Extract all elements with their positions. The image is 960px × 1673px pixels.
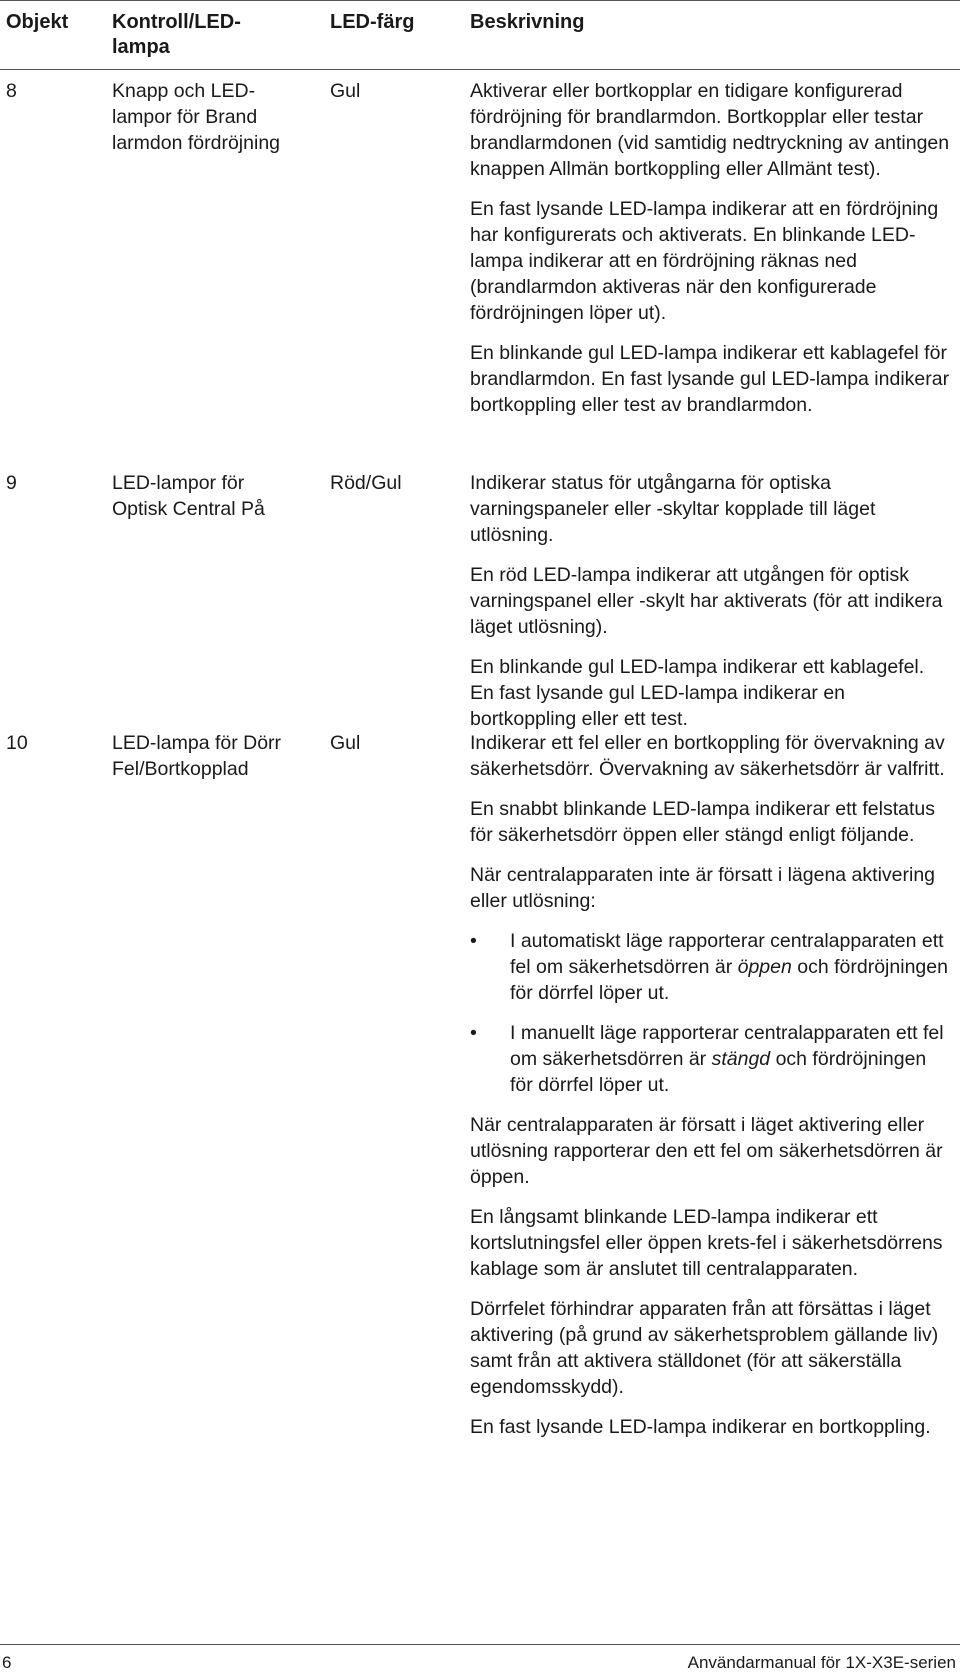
- table-row: [0, 462, 960, 730]
- bullet-text: och fördröjningen för dörrfel löper ut.: [510, 1048, 927, 1096]
- table-row: [0, 70, 960, 462]
- row-led-farg: Gul: [330, 80, 361, 102]
- row-beskrivning: [470, 470, 950, 746]
- description-paragraph: Indikerar ett fel eller en bortkoppling för övervakning av säkerhetsdörr. Övervakning av säkerhetsdörr är valfritt.: [470, 732, 945, 780]
- row-objekt: 9: [6, 472, 17, 494]
- description-paragraph: En fast lysande LED-lampa indikerar att en fördröjning har konfigurerats och aktiverats. En blinkande LED-lampa indikerar att en fördröjning räknas ned (brandlarmdon aktiveras när den konfigurerade fördröjningen löper ut).: [470, 198, 939, 324]
- description-paragraph: Dörrfelet förhindrar apparaten från att försättas i läget aktivering (på grund av säkerhetsproblem gällande liv) samt från att aktivera ställdonet (för att säkerställa egendomsskydd).: [470, 1298, 939, 1398]
- header-kontroll: Kontroll/LED- lampa: [112, 11, 241, 58]
- row-kontroll: LED-lampor för Optisk Central På: [112, 472, 265, 520]
- bullet-text: och fördröjningen för dörrfel löper ut.: [510, 956, 948, 1004]
- description-paragraph: Aktiverar eller bortkopplar en tidigare konfigurerad fördröjning för brandlarmdon. Bortkopplar eller testar brandlarmdonen (vid samtidig nedtryckning av antingen knappen Allmän bortkoppling eller Allmänt test).: [470, 80, 950, 180]
- row-beskrivning: [470, 78, 950, 432]
- bullet-icon: •: [470, 930, 477, 952]
- description-paragraph: När centralapparaten inte är försatt i lägena aktivering eller utlösning:: [470, 864, 936, 912]
- header-led-farg: LED-färg: [330, 11, 415, 33]
- bullet-item: [470, 1020, 950, 1098]
- bullet-item: [470, 928, 950, 1006]
- description-paragraph: När centralapparaten är försatt i läget aktivering eller utlösning rapporterar den ett fel om säkerhetsdörren är öppen.: [470, 1114, 943, 1188]
- bullet-icon: •: [470, 1022, 477, 1044]
- bullet-text: I automatiskt läge rapporterar centralapparaten ett fel om säkerhetsdörren är: [510, 930, 944, 978]
- bullet-emphasis: stängd: [711, 1048, 771, 1070]
- description-paragraph: En långsamt blinkande LED-lampa indikerar ett kortslutningsfel eller öppen krets-fel i säkerhetsdörrens kablage som är anslutet till centralapparaten.: [470, 1206, 943, 1280]
- manual-title: Användarmanual för 1X-X3E-serien: [687, 1653, 956, 1672]
- row-led-farg: Gul: [330, 732, 361, 754]
- description-paragraph: En snabbt blinkande LED-lampa indikerar ett felstatus för säkerhetsdörr öppen eller stängd enligt följande.: [470, 798, 936, 846]
- row-beskrivning: [470, 730, 950, 1454]
- bullet-emphasis: öppen: [737, 956, 792, 978]
- table-row: [0, 722, 960, 1602]
- description-paragraph: En blinkande gul LED-lampa indikerar ett kablagefel. En fast lysande gul LED-lampa indikerar en bortkoppling eller ett test.: [470, 656, 925, 730]
- row-objekt: 10: [6, 732, 28, 754]
- description-paragraph: Indikerar status för utgångarna för optiska varningspaneler eller -skyltar kopplade till läget utlösning.: [470, 472, 876, 546]
- header-beskrivning: Beskrivning: [470, 11, 585, 33]
- row-led-farg: Röd/Gul: [330, 472, 402, 494]
- description-paragraph: En fast lysande LED-lampa indikerar en bortkoppling.: [470, 1416, 931, 1438]
- description-paragraph: En blinkande gul LED-lampa indikerar ett kablagefel för brandlarmdon. En fast lysande gul LED-lampa indikerar bortkoppling eller test av brandlarmdon.: [470, 342, 950, 416]
- row-kontroll: Knapp och LED- lampor för Brand larmdon fördröjning: [112, 80, 281, 154]
- page-number: 6: [2, 1653, 12, 1672]
- header-objekt: Objekt: [6, 11, 69, 33]
- description-paragraph: En röd LED-lampa indikerar att utgången för optisk varningspanel eller -skylt har aktiverats (för att indikera läget utlösning).: [470, 564, 943, 638]
- page-footer: [0, 1644, 960, 1671]
- bullet-text: I manuellt läge rapporterar centralapparaten ett fel om säkerhetsdörren är: [510, 1022, 944, 1070]
- table-header: [0, 0, 960, 70]
- row-objekt: 8: [6, 80, 17, 102]
- row-kontroll: LED-lampa för Dörr Fel/Bortkopplad: [112, 732, 282, 780]
